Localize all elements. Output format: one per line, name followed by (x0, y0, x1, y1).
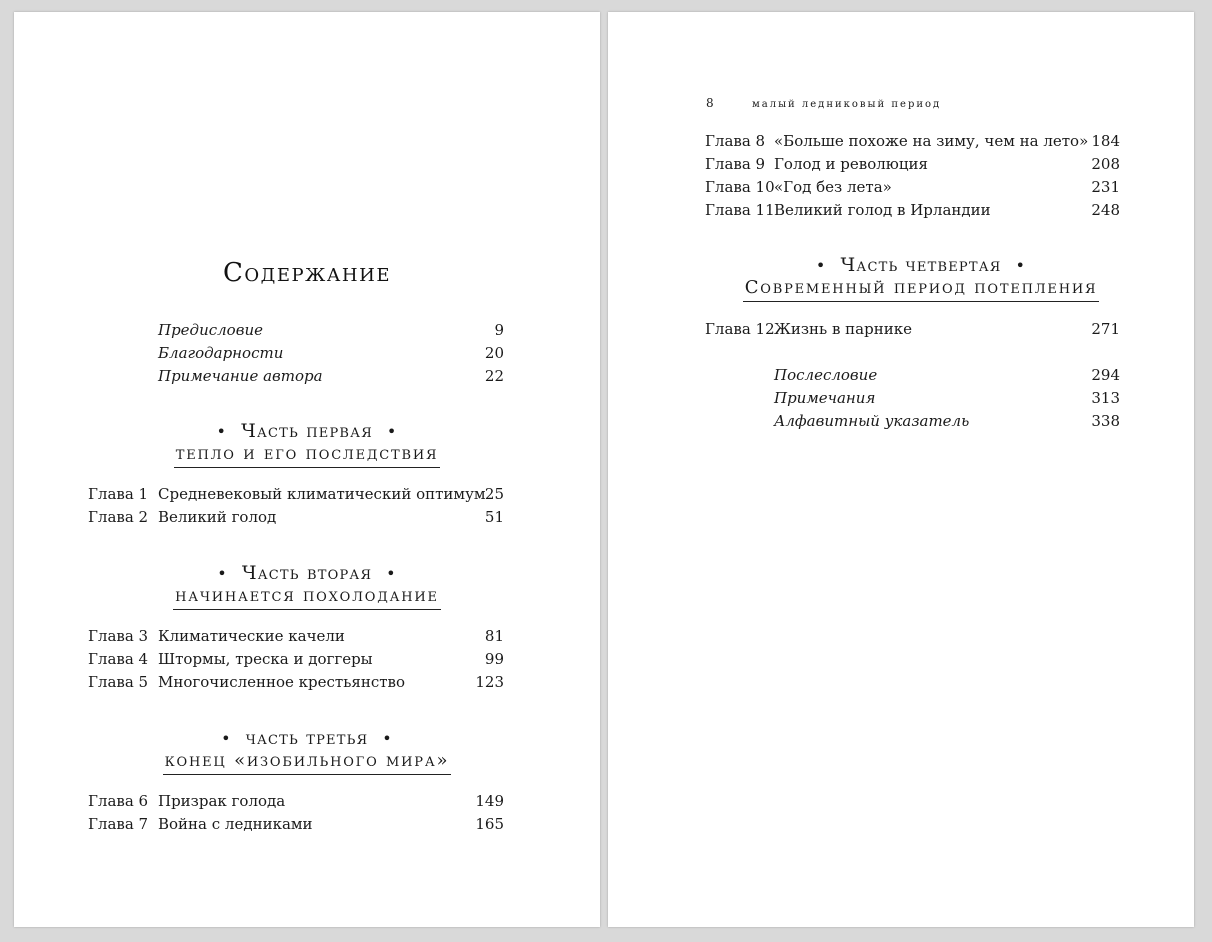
toc-entry (158, 342, 504, 364)
entry-page: 20 (484, 344, 504, 362)
bullet-icon: • (217, 564, 228, 583)
chapter-label: Глава 11 (705, 201, 775, 219)
chapter-page: 25 (484, 485, 504, 503)
entry-title: Примечания (774, 389, 876, 407)
chapter-page: 231 (1091, 178, 1120, 196)
chapter-title: Призрак голода (158, 792, 286, 810)
entry-title: Примечание автора (158, 367, 323, 385)
chapter-title: Многочисленное крестьянство (158, 673, 406, 691)
toc-entry (705, 176, 1120, 198)
bullet-icon: • (216, 422, 228, 441)
chapter-title: «Больше похоже на зиму, чем на лето» (774, 132, 1089, 150)
chapter-title: Голод и революция (774, 155, 928, 173)
toc-entry (158, 319, 504, 341)
chapter-label: Глава 4 (88, 650, 149, 668)
toc-entry (774, 364, 1120, 386)
chapter-title: Средневековый климатический оптимум (158, 485, 486, 503)
chapter-label: Глава 8 (705, 132, 766, 150)
bullet-icon: • (1015, 256, 1027, 275)
toc-entry (88, 648, 504, 670)
part-subtitle (14, 443, 600, 469)
right-page (608, 12, 1194, 927)
toc-entry (158, 365, 504, 387)
part-label: Часть первая (241, 420, 373, 442)
entry-title: Алфавитный указатель (774, 412, 970, 430)
entry-page: 294 (1091, 366, 1120, 384)
part-subtitle-text: тепло и его последствия (174, 443, 441, 468)
chapter-title: Великий голод в Ирландии (774, 201, 991, 219)
left-page (14, 12, 600, 927)
chapter-page: 271 (1091, 320, 1120, 338)
part-subtitle-text: Современный период потепления (743, 277, 1100, 302)
part-subtitle (14, 585, 600, 611)
chapter-label: Глава 2 (88, 508, 149, 526)
chapter-label: Глава 12 (705, 320, 775, 338)
chapter-page: 51 (484, 508, 504, 526)
toc-entry (774, 387, 1120, 409)
page-number: 8 (706, 96, 714, 110)
toc-entry (88, 671, 504, 693)
entry-title: Благодарности (158, 344, 284, 362)
chapter-page: 184 (1091, 132, 1120, 150)
chapter-page: 99 (484, 650, 504, 668)
chapter-page: 81 (484, 627, 504, 645)
entry-page: 313 (1091, 389, 1120, 407)
chapter-label: Глава 10 (705, 178, 775, 196)
bullet-icon: • (815, 256, 827, 275)
chapter-title: Климатические качели (158, 627, 345, 645)
part-subtitle-text: начинается похолодание (173, 585, 441, 610)
toc-entry (88, 483, 504, 505)
running-head (706, 94, 941, 112)
chapter-title: Штормы, треска и доггеры (158, 650, 373, 668)
bullet-icon: • (386, 422, 398, 441)
chapter-title: Война с ледниками (158, 815, 313, 833)
chapter-title: Жизнь в парнике (774, 320, 912, 338)
part-label: Часть вторая (241, 562, 373, 584)
entry-title: Послесловие (774, 366, 878, 384)
toc-entry (705, 318, 1120, 340)
chapter-label: Глава 9 (705, 155, 766, 173)
part-label: часть третья (245, 727, 369, 749)
chapter-title: «Год без лета» (774, 178, 892, 196)
chapter-page: 149 (475, 792, 504, 810)
toc-title: Содержание (223, 258, 391, 288)
entry-page: 22 (484, 367, 504, 385)
bullet-icon: • (221, 729, 232, 748)
toc-entry (705, 199, 1120, 221)
part-heading (628, 253, 1212, 277)
toc-entry (705, 153, 1120, 175)
chapter-page: 248 (1091, 201, 1120, 219)
entry-page: 9 (494, 321, 504, 339)
toc-entry (88, 813, 504, 835)
chapter-label: Глава 7 (88, 815, 149, 833)
entry-title: Предисловие (158, 321, 263, 339)
toc-entry (774, 410, 1120, 432)
chapter-label: Глава 3 (88, 627, 149, 645)
part-heading (14, 726, 600, 750)
chapter-page: 208 (1091, 155, 1120, 173)
chapter-label: Глава 1 (88, 485, 149, 503)
entry-page: 338 (1091, 412, 1120, 430)
part-subtitle-text: конец «изобильного мира» (163, 750, 452, 775)
toc-entry (705, 130, 1120, 152)
chapter-page: 123 (475, 673, 504, 691)
part-heading (14, 419, 600, 443)
bullet-icon: • (386, 564, 397, 583)
part-subtitle (14, 750, 600, 776)
chapter-label: Глава 5 (88, 673, 149, 691)
chapter-title: Великий голод (158, 508, 277, 526)
part-subtitle (628, 277, 1212, 303)
running-head-title: малый ледниковый период (752, 99, 942, 110)
toc-entry (88, 790, 504, 812)
chapter-label: Глава 6 (88, 792, 149, 810)
part-label: Часть четвертая (840, 254, 1002, 276)
chapter-page: 165 (475, 815, 504, 833)
toc-entry (88, 625, 504, 647)
part-heading (14, 561, 600, 585)
bullet-icon: • (382, 729, 393, 748)
toc-entry (88, 506, 504, 528)
